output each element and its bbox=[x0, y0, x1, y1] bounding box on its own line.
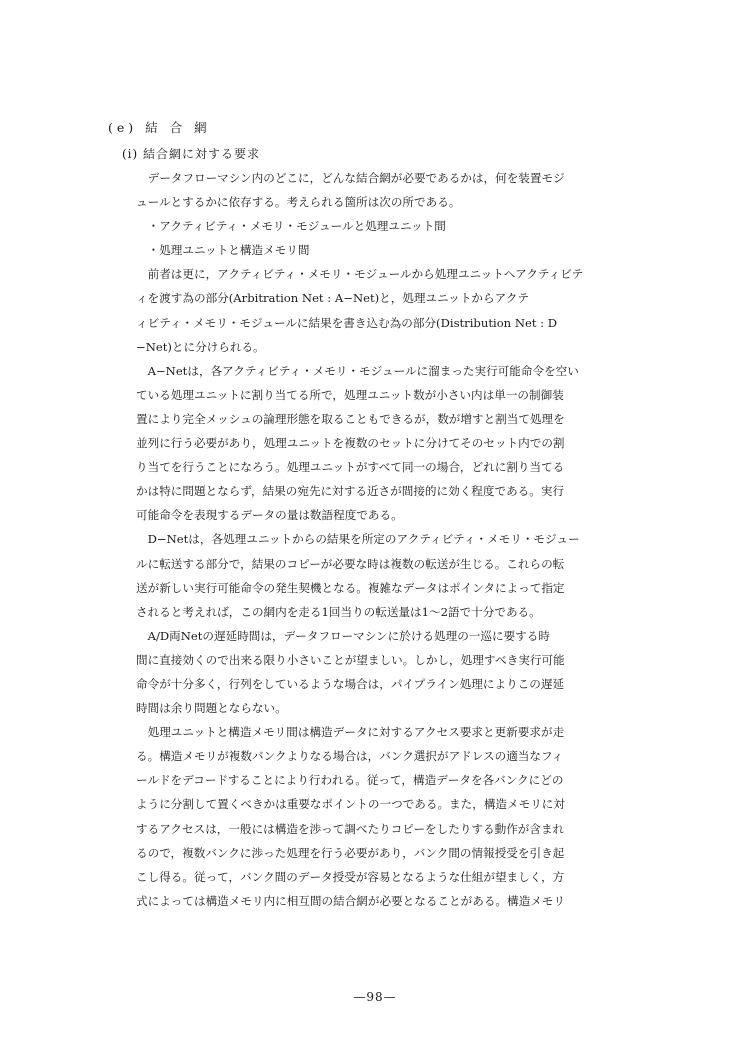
text-line: ールドをデコードすることにより行われる。従って，構造データを各バンクにどの bbox=[136, 773, 564, 788]
text-line: A/D両Netの遅延時間は，データフローマシンに於ける処理の一巡に要する時 bbox=[136, 628, 550, 643]
text-line: かは特に問題とならず，結果の宛先に対する近さが間接的に効く程度である。実行 bbox=[136, 484, 565, 499]
text-line: ィビティ・メモリ・モジュールに結果を書き込む為の部分(Distribution Net : D bbox=[136, 315, 558, 330]
text-line: 並列に行う必要があり，処理ユニットを複数のセットに分けてそのセット内での割 bbox=[136, 436, 565, 451]
subsection-heading: (i) 結合網に対する要求 bbox=[122, 147, 261, 161]
text-line: り当てを行うことになろう。処理ユニットがすべて同一の場合，どれに割り当てる bbox=[136, 460, 565, 475]
body-text bbox=[136, 166, 646, 913]
text-line: 送が新しい実行可能命令の発生契機となる。複雑なデータはポインタによって指定 bbox=[136, 580, 565, 595]
text-line: ように分割して置くべきかは重要なポイントの一つである。また，構造メモリに対 bbox=[136, 797, 565, 812]
text-line: するアクセスは，一般には構造を渉って調べたりコピーをしたりする動作が含まれ bbox=[136, 821, 565, 836]
text-line: 処理ユニットと構造メモリ間は構造データに対するアクセス要求と更新要求が走 bbox=[136, 725, 565, 740]
text-line: 間に直接効くので出来る限り小さいことが望ましい。しかし，処理すべき実行可能 bbox=[136, 652, 565, 667]
text-line: D−Netは，各処理ユニットからの結果を所定のアクティビティ・メモリ・モジュー bbox=[136, 532, 580, 547]
text-line: 時間は余り問題とならない。 bbox=[136, 701, 287, 716]
text-line: ュールとするかに依存する。考えられる箇所は次の所である。 bbox=[136, 195, 461, 210]
text-line: ルに転送する部分で，結果のコピーが必要な時は複数の転送が生じる。これらの転 bbox=[136, 556, 565, 571]
text-line: 可能命令を表現するデータの量は数語程度である。 bbox=[136, 508, 403, 523]
text-line: 命令が十分多く，行列をしているような場合は，パイプライン処理によりこの遅延 bbox=[136, 676, 565, 691]
text-line: る。構造メモリが複数バンクよりなる場合は，バンク選択がアドレスの適当なフィ bbox=[136, 749, 564, 764]
text-line: データフローマシン内のどこに，どんな結合網が必要であるかは，何を装置モジ bbox=[136, 171, 565, 185]
section-heading: (e) 結 合 網 bbox=[108, 120, 211, 135]
page-number: —98— bbox=[353, 990, 397, 1004]
text-line: ・処理ユニットと構造メモリ間 bbox=[136, 243, 310, 258]
text-line: ・アクティビティ・メモリ・モジュールと処理ユニット間 bbox=[136, 219, 446, 234]
text-line: −Net)とに分けられる。 bbox=[136, 339, 265, 354]
text-line: 置により完全メッシュの論理形態を取ることもできるが，数が増すと割当て処理を bbox=[136, 411, 565, 426]
text-line: A−Netは，各アクティビティ・メモリ・モジュールに溜まった実行可能命令を空い bbox=[136, 363, 579, 378]
text-line: 前者は更に，アクティビティ・メモリ・モジュールから処理ユニットへアクティビテ bbox=[136, 267, 584, 282]
text-line: 式によっては構造メモリ内に相互間の結合網が必要となることがある。構造メモリ bbox=[136, 893, 565, 908]
text-line: されると考えれば，この網内を走る1回当りの転送量は1〜2語で十分である。 bbox=[136, 604, 541, 619]
text-line: ィを渡す為の部分(Arbitration Net : A−Net)と，処理ユニットからアクテ bbox=[136, 291, 530, 306]
text-line: るので，複数バンクに渉った処理を行う必要があり，バンク間の情報授受を引き起 bbox=[136, 845, 565, 860]
text-line: こし得る。従って，バンク間のデータ授受が容易となるような仕組が望ましく，方 bbox=[136, 869, 565, 884]
text-line: ている処理ユニットに割り当てる所で，処理ユニット数が小さい内は単一の制御装 bbox=[136, 387, 564, 402]
